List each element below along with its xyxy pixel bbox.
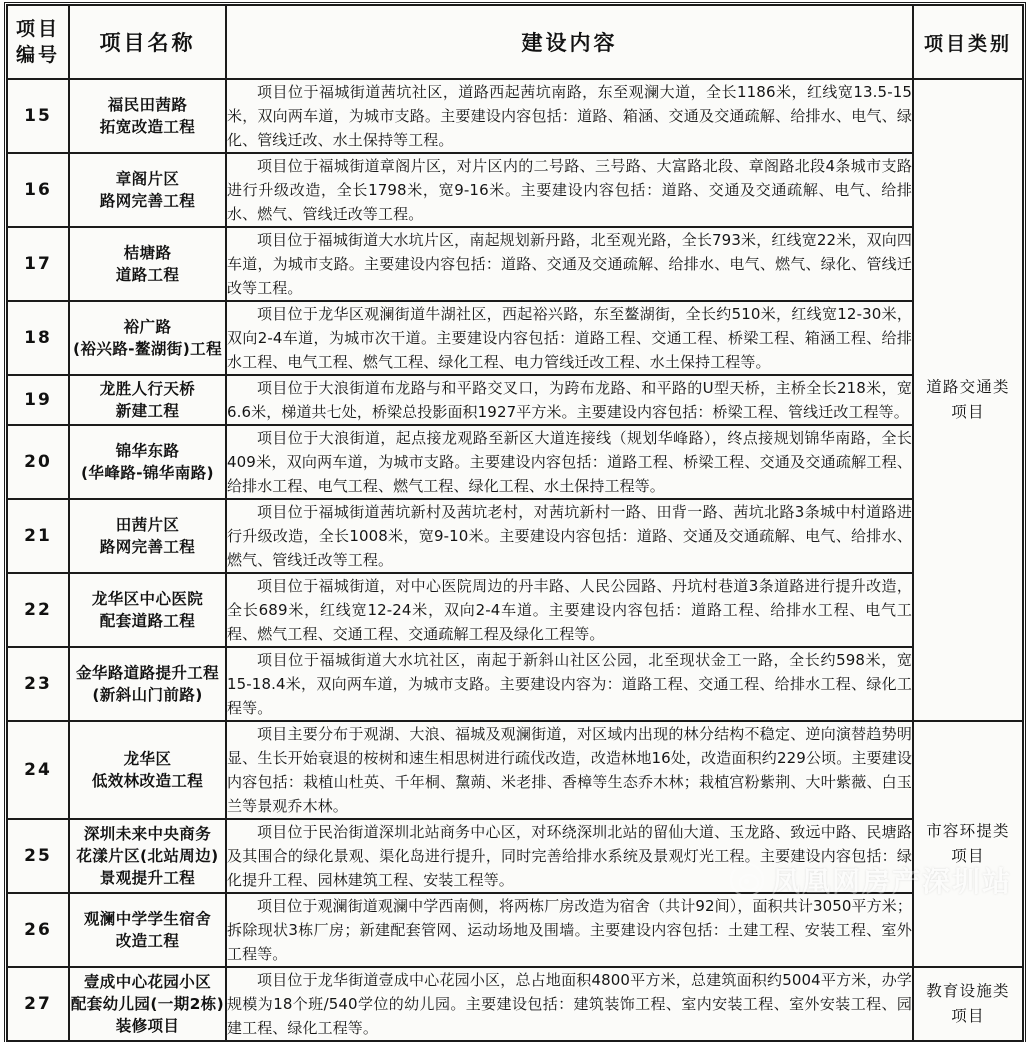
cell-construction-content (226, 375, 913, 425)
cell-project-name (69, 375, 226, 425)
project-name-line: 改造工程 (115, 932, 180, 950)
cell-project-name (69, 893, 226, 967)
project-name-line: 路网完善工程 (99, 192, 196, 210)
construction-content-text: 项目位于民治街道深圳北站商务中心区，对环绕深圳北站的留仙大道、玉龙路、致远中路、民塘路及其围合的绿化景观、渠化岛进行提升，同时完善给排水系统及景观灯光工程。主要建设内容包括：绿化提升工程、园林建筑工程、安装工程等。 (227, 823, 912, 889)
construction-content-text: 项目主要分布于观湖、大浪、福城及观澜街道，对区域内出现的林分结构不稳定、逆向演替趋势明显、生长开始衰退的桉树和速生相思树进行疏伐改造，改造林地16处，改造面积约229公顷。主要建设内容包括：栽植山杜英、千年桐、黧蒴、米老排、香樟等生态乔木林；栽植宫粉紫荆、大叶紫薇、白玉兰等景观乔木林。 (227, 725, 912, 815)
construction-content-text: 项目位于福城街道大水坑片区，南起规划新丹路，北至观光路，全长793米，红线宽22米，双向四车道，为城市支路。主要建设内容包括：道路、交通及交通疏解、给排水、电气、燃气、绿化、管线迁改等工程。 (227, 231, 912, 297)
cell-project-name (69, 153, 226, 227)
construction-content-text: 项目位于龙华区观澜街道牛湖社区，西起裕兴路，东至鳌湖街，全长约510米，红线宽12-30米，双向2-4车道，为城市次干道。主要建设内容包括：道路工程、交通工程、桥梁工程、箱涵工程、给排水工程、电气工程、燃气工程、绿化工程、电力管线迁改工程、水土保持工程等。 (227, 305, 912, 371)
cell-construction-content (226, 79, 913, 153)
project-name-line: 田茜片区 (115, 516, 180, 534)
project-name-line: 低效林改造工程 (91, 772, 204, 790)
table-header (7, 5, 1023, 79)
construction-content-text: 项目位于福城街道茜坑新村及茜坑老村，对茜坑新村一路、田背一路、茜坑北路3条城中村道路进行升级改造，全长1008米，宽9-10米。主要建设内容包括：道路、交通及交通疏解、电气、给排水、燃气、管线迁改等工程。 (227, 503, 912, 569)
project-name-line: 桔塘路 (123, 244, 172, 262)
cell-construction-content (226, 573, 913, 647)
project-name-line: (华峰路-锦华南路) (80, 464, 215, 482)
construction-content-text: 项目位于大浪街道，起点接龙观路至新区大道连接线（规划华峰路），终点接规划锦华南路，全长409米，双向两车道，为城市支路。主要建设内容包括：道路工程、桥梁工程、交通及交通疏解工程、给排水工程、电气工程、燃气工程、绿化工程、水土保持工程等。 (227, 429, 912, 495)
cell-construction-content (226, 819, 913, 893)
cell-project-category (913, 79, 1023, 721)
cell-construction-content (226, 893, 913, 967)
cell-project-name (69, 79, 226, 153)
table-row (7, 375, 1023, 425)
project-name-line: 龙华区中心医院 (91, 590, 204, 608)
cell-project-number: 15 (7, 79, 69, 153)
construction-content-text: 项目位于福城街道，对中心医院周边的丹丰路、人民公园路、丹坑村巷道3条道路进行提升改造，全长689米，红线宽12-24米，双向2-4车道。主要建设内容包括：道路工程、给排水工程、电气工程、燃气工程、交通工程、交通疏解工程及绿化工程等。 (227, 577, 912, 643)
cell-project-name (69, 425, 226, 499)
cell-project-name (69, 819, 226, 893)
project-name-line: (裕兴路-鳌湖街)工程 (72, 340, 222, 358)
cell-project-category (913, 967, 1023, 1041)
cell-project-number: 21 (7, 499, 69, 573)
header-project-name: 项目名称 (69, 5, 226, 79)
project-name-line: 金华路道路提升工程 (75, 664, 220, 682)
project-name-line: 壹成中心花园小区 (83, 973, 212, 991)
table-row (7, 499, 1023, 573)
cell-construction-content (226, 153, 913, 227)
construction-content-text: 项目位于观澜街道观澜中学西南侧，将两栋厂房改造为宿舍（共计92间），面积共计3050平方米；拆除现状3栋厂房；新建配套管网、运动场地及围墙。主要建设内容包括：土建工程、安装工程、室外工程等。 (227, 897, 912, 963)
cell-project-name (69, 721, 226, 819)
header-no-line1: 项目 (15, 18, 60, 40)
table-row (7, 227, 1023, 301)
construction-content-text: 项目位于福城街道章阁片区，对片区内的二号路、三号路、大富路北段、章阁路北段4条城市支路进行升级改造，全长1798米，宽9-16米。主要建设内容包括：道路、交通及交通疏解、电气、给排水、燃气、管线迁改等工程。 (227, 157, 912, 223)
cell-construction-content (226, 499, 913, 573)
cell-construction-content (226, 647, 913, 721)
project-list-table (6, 4, 1024, 1042)
cell-project-number: 27 (7, 967, 69, 1041)
table-row (7, 79, 1023, 153)
project-name-line: 福民田茜路 (107, 96, 188, 114)
cell-project-name (69, 647, 226, 721)
cell-project-number: 17 (7, 227, 69, 301)
project-name-line: 拓宽改造工程 (99, 118, 196, 136)
table-row (7, 301, 1023, 375)
table-row (7, 819, 1023, 893)
project-category-line: 项目 (951, 1007, 985, 1025)
project-name-line: 观澜中学学生宿舍 (83, 910, 212, 928)
header-row (7, 5, 1023, 79)
cell-project-number: 20 (7, 425, 69, 499)
project-name-line: 裕广路 (123, 318, 172, 336)
cell-project-category (913, 721, 1023, 967)
cell-construction-content (226, 721, 913, 819)
table-row (7, 721, 1023, 819)
cell-project-name (69, 301, 226, 375)
project-name-line: 龙胜人行天桥 (99, 380, 196, 398)
table-row (7, 967, 1023, 1041)
construction-content-text: 项目位于福城街道大水坑社区，南起于新斜山社区公园，北至现状金工一路，全长约598米，宽15-18.4米，双向两车道，为城市支路。主要建设内容为：道路工程、交通工程、给排水工程、绿化工程等。 (227, 651, 912, 717)
table-row (7, 573, 1023, 647)
table-body (7, 79, 1023, 1041)
cell-project-number: 22 (7, 573, 69, 647)
header-project-category: 项目类别 (913, 5, 1023, 79)
cell-project-number: 23 (7, 647, 69, 721)
project-category-line: 项目 (951, 403, 985, 421)
cell-project-name (69, 573, 226, 647)
project-name-line: 装修项目 (115, 1017, 180, 1035)
project-name-line: 锦华东路 (115, 442, 180, 460)
header-project-number (7, 5, 69, 79)
cell-construction-content (226, 967, 913, 1041)
header-no-line2: 编号 (15, 44, 60, 66)
table-row (7, 153, 1023, 227)
cell-project-number: 25 (7, 819, 69, 893)
project-name-line: 配套幼儿园(一期2栋) (70, 995, 225, 1013)
construction-content-text: 项目位于福城街道茜坑社区，道路西起茜坑南路，东至观澜大道，全长1186米，红线宽13.5-15米，双向两车道，为城市支路。主要建设内容包括：道路、箱涵、交通及交通疏解、给排水、电气、绿化、管线迁改、水土保持等工程。 (227, 83, 912, 149)
project-name-line: 配套道路工程 (99, 612, 196, 630)
project-category-line: 市容环提类 (926, 822, 1010, 840)
construction-content-text: 项目位于龙华街道壹成中心花园小区，总占地面积4800平方米，总建筑面积约5004平方米，办学规模为18个班/540学位的幼儿园。主要建设包括：建筑装饰工程、室内安装工程、室外安装工程、园建工程、绿化工程等。 (227, 971, 912, 1037)
cell-project-number: 26 (7, 893, 69, 967)
cell-project-number: 19 (7, 375, 69, 425)
project-category-line: 道路交通类 (926, 378, 1010, 396)
header-construction-content: 建设内容 (226, 5, 913, 79)
project-name-line: 龙华区 (123, 750, 172, 768)
cell-project-number: 24 (7, 721, 69, 819)
project-name-line: 新建工程 (115, 402, 180, 420)
project-name-line: 道路工程 (115, 266, 180, 284)
project-category-line: 项目 (951, 847, 985, 865)
cell-construction-content (226, 425, 913, 499)
watermark-text: 凤凰网房产深圳站 (771, 865, 1012, 898)
project-name-line: (新斜山门前路) (92, 686, 203, 704)
cell-project-name (69, 227, 226, 301)
project-name-line: 花漾片区(北站周边) (76, 847, 219, 865)
project-name-line: 章阁片区 (115, 170, 180, 188)
table-row (7, 893, 1023, 967)
cell-construction-content (226, 301, 913, 375)
table-row (7, 647, 1023, 721)
project-category-line: 教育设施类 (926, 982, 1010, 1000)
project-name-line: 路网完善工程 (99, 538, 196, 556)
project-name-line: 景观提升工程 (99, 869, 196, 887)
construction-content-text: 项目位于大浪街道布龙路与和平路交叉口，为跨布龙路、和平路的U型天桥，主桥全长218米，宽6.6米，梯道共七处，桥梁总投影面积1927平方米。主要建设内容包括：桥梁工程、管线迁改工程等。 (227, 379, 912, 421)
cell-project-number: 16 (7, 153, 69, 227)
cell-project-number: 18 (7, 301, 69, 375)
table-row (7, 425, 1023, 499)
cell-project-name (69, 499, 226, 573)
cell-project-name (69, 967, 226, 1041)
project-name-line: 深圳未来中央商务 (83, 825, 212, 843)
cell-construction-content (226, 227, 913, 301)
